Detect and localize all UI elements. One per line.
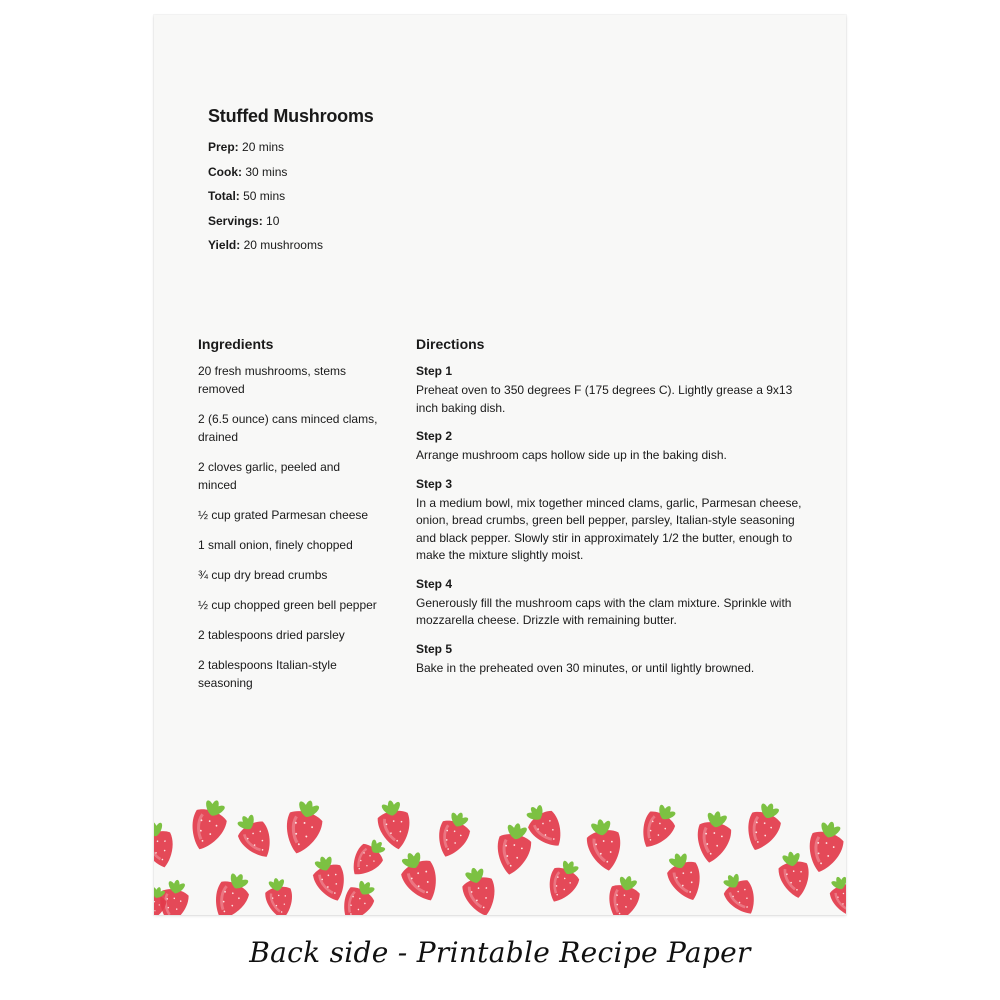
step-text: Arrange mushroom caps hollow side up in the baking dish. (416, 448, 727, 462)
strawberry-icon (661, 848, 707, 905)
step-text: Bake in the preheated oven 30 minutes, or until lightly browned. (416, 660, 755, 675)
strawberry-icon (431, 808, 475, 862)
strawberry-icon (825, 872, 846, 915)
strawberry-icon (634, 799, 683, 854)
strawberry-icon (154, 818, 179, 871)
meta-value: 20 mins (242, 140, 285, 154)
step-label: Step 2 (416, 429, 453, 443)
ingredient-item: 1 small onion, finely chopped (198, 538, 353, 552)
strawberry-icon (717, 868, 763, 915)
step-label: Step 3 (416, 476, 453, 491)
strawberry-icon (280, 796, 328, 858)
ingredient-item: 2 tablespoons dried parsley (198, 628, 345, 642)
meta-value: 10 (266, 213, 280, 228)
direction-step (416, 475, 811, 565)
strawberry-icon (493, 820, 535, 877)
strawberry-icon (308, 852, 352, 906)
ingredient-item: 2 tablespoons Italian-style seasoning (198, 658, 337, 690)
directions-section (416, 335, 811, 687)
ingredient-item: 2 cloves garlic, peeled and minced (198, 460, 341, 492)
ingredient-item: ¾ cup dry bread crumbs (198, 568, 328, 582)
recipe-sheet (154, 15, 846, 915)
strawberry-icon (344, 834, 391, 883)
meta-cook (208, 164, 323, 189)
recipe-title: Stuffed Mushrooms (208, 106, 374, 126)
strawberry-icon (740, 798, 786, 855)
ingredients-list (198, 362, 378, 692)
direction-step (416, 427, 811, 465)
step-label: Step 1 (416, 364, 453, 378)
meta-value: 20 mushrooms (243, 238, 323, 252)
strawberry-border (154, 785, 846, 915)
meta-label: Servings: (208, 213, 263, 228)
direction-step (416, 362, 811, 417)
meta-value: 50 mins (243, 189, 286, 203)
step-label: Step 4 (416, 576, 453, 591)
ingredient-item: ½ cup chopped green bell pepper (198, 598, 377, 612)
ingredients-heading: Ingredients (198, 336, 274, 352)
meta-prep (208, 139, 323, 164)
strawberry-icon (776, 849, 813, 900)
ingredient-item: ½ cup grated Parmesan cheese (198, 508, 369, 522)
ingredient-item: 20 fresh mushrooms, stems removed (198, 364, 347, 396)
direction-step (416, 575, 811, 630)
strawberry-icon (458, 864, 501, 915)
strawberry-icon (603, 872, 644, 915)
meta-value: 30 mins (245, 164, 288, 179)
ingredient-item: 2 (6.5 ounce) cans minced clams, drained (198, 412, 378, 444)
ingredients-section (198, 335, 378, 704)
strawberry-icon (394, 846, 446, 907)
meta-label: Prep: (208, 140, 239, 154)
meta-label: Cook: (208, 164, 242, 179)
caption: Back side - Printable Recipe Paper (249, 936, 751, 969)
strawberry-icon (693, 808, 735, 865)
strawberry-icon (263, 876, 296, 915)
strawberry-icon (184, 795, 233, 855)
meta-label: Total: (208, 189, 240, 203)
strawberry-icon (803, 818, 846, 877)
strawberry-icon (207, 868, 256, 915)
direction-step (416, 640, 811, 678)
step-text: In a medium bowl, mix together minced clams, garlic, Parmesan cheese, onion, bread crumbs, green bell pepper, parsley, Italian-style seasoning and black pepper. Slowly stir in approximately 1/2 the butter, enough to make the mixture slightly moist. (416, 495, 802, 562)
recipe-meta (208, 139, 323, 262)
step-label: Step 5 (416, 641, 453, 656)
step-text: Preheat oven to 350 degrees F (175 degrees C). Lightly grease a 9x13 inch baking dish. (416, 383, 793, 415)
meta-servings (208, 213, 323, 238)
meta-yield (208, 237, 323, 262)
step-text: Generously fill the mushroom caps with the clam mixture. Sprinkle with mozzarella cheese. Drizzle with remaining butter. (416, 595, 792, 627)
strawberry-icon (541, 856, 585, 908)
strawberry-icon (230, 809, 279, 864)
meta-label: Yield: (208, 238, 241, 252)
directions-heading: Directions (416, 336, 485, 352)
meta-total (208, 188, 323, 213)
strawberry-icon (584, 816, 626, 873)
